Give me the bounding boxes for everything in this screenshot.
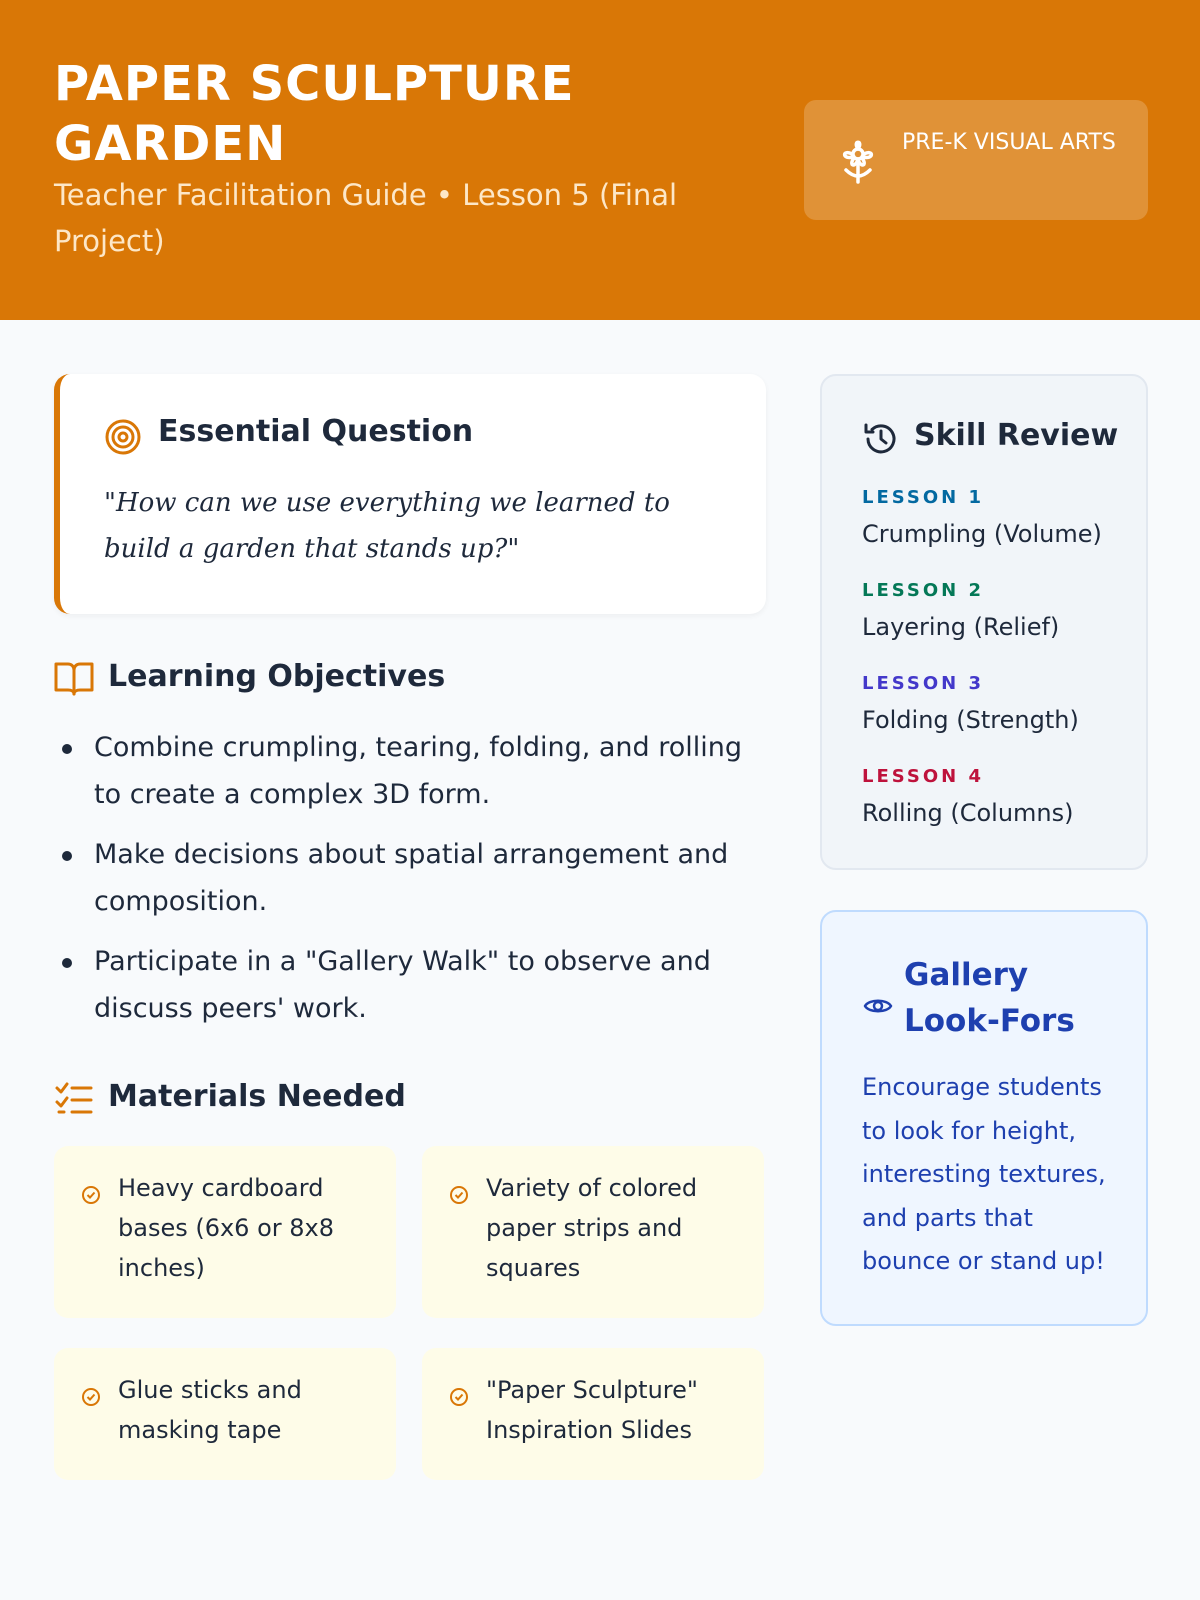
material-item [54,1348,396,1480]
check-circle-icon [448,1386,470,1408]
check-circle-icon [80,1386,102,1408]
lesson-name: Layering (Relief) [862,613,1060,641]
objectives-list [60,724,760,1045]
learning-objectives-title: Learning Objectives [108,659,446,694]
lesson-name: Rolling (Columns) [862,799,1074,827]
material-label: Glue sticks and masking tape [118,1376,302,1444]
material-label: "Paper Sculpture" Inspiration Slides [486,1376,698,1444]
lesson-item [862,486,1132,554]
essential-question-title: Essential Question [158,414,474,449]
check-circle-icon [80,1184,102,1206]
essential-question-text: "How can we use everything we learned to build a garden that stands up?" [104,488,670,564]
lesson-item [862,672,1132,740]
material-label: Heavy cardboard bases (6x6 or 8x8 inches) [118,1174,334,1282]
lesson-number: LESSON 4 [862,766,985,787]
page-header [0,0,1200,320]
checklist-icon [54,1080,94,1116]
flower-icon [838,136,878,186]
lesson-item [862,579,1132,647]
material-label: Variety of colored paper strips and squares [486,1174,698,1282]
materials-title: Materials Needed [108,1079,406,1114]
lesson-name: Folding (Strength) [862,706,1079,734]
list-item: Make decisions about spatial arrangement and composition. [60,831,760,925]
essential-question-card [54,374,766,614]
lesson-number: LESSON 1 [862,487,985,508]
list-item: Combine crumpling, tearing, folding, and rolling to create a complex 3D form. [60,724,760,818]
grade-badge [804,100,1148,220]
material-item [422,1348,764,1480]
book-open-icon [54,660,94,696]
page-subtitle: Teacher Facilitation Guide • Lesson 5 (Final Project) [54,178,678,258]
gallery-text: Encourage students to look for height, interesting textures, and parts that bounce or stand up! [862,1073,1106,1275]
gallery-look-fors-card [820,910,1148,1326]
list-item: Participate in a "Gallery Walk" to observe and discuss peers' work. [60,938,760,1032]
material-item [54,1146,396,1318]
lesson-item [862,765,1132,833]
skill-review-card [820,374,1148,870]
lesson-name: Crumpling (Volume) [862,520,1102,548]
check-circle-icon [448,1184,470,1206]
eye-icon [862,990,894,1022]
page-title: PAPER SCULPTURE GARDEN [54,56,575,172]
lesson-number: LESSON 3 [862,673,985,694]
material-item [422,1146,764,1318]
history-icon [862,420,900,458]
lesson-number: LESSON 2 [862,580,985,601]
grade-badge-label: PRE-K VISUAL ARTS [902,130,1116,155]
skill-review-title: Skill Review [914,418,1119,453]
gallery-title: Gallery Look-Fors [904,957,1075,1039]
target-icon [104,418,142,456]
